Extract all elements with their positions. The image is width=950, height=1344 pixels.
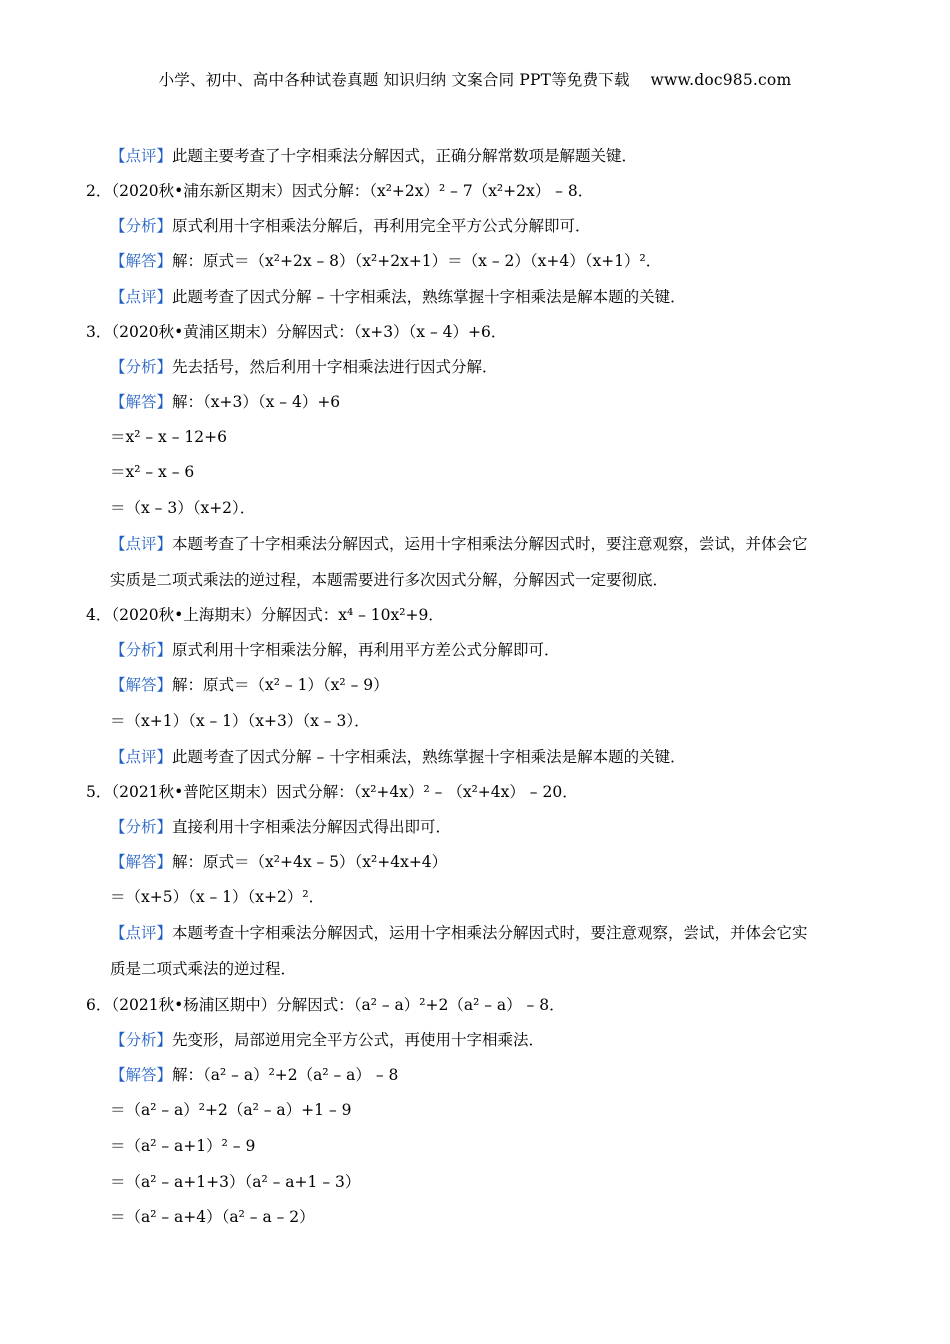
question-number: 4． (86, 606, 112, 624)
analysis-line (110, 640, 560, 660)
question-number: 6． (86, 996, 112, 1014)
solution-tag: 【解答】 (110, 393, 173, 411)
question-text: （2020秋•黄浦区期末）分解因式：（x+3）（x – 4）+6． (111, 323, 507, 341)
comment-line (110, 146, 637, 166)
comment-text: 此题主要考查了十字相乘法分解因式，正确分解常数项是解题关键． (172, 147, 638, 165)
solution-tag: 【解答】 (110, 676, 173, 694)
solution-step: ＝（x – 3）（x+2）． (110, 499, 256, 517)
solution-line (110, 251, 661, 271)
question-text: （2020秋•上海期末）分解因式：x⁴ – 10x²+9． (111, 606, 444, 624)
comment-tag: 【点评】 (110, 535, 173, 553)
analysis-tag: 【分析】 (110, 818, 173, 836)
comment-text: 本题考查了十字相乘法分解因式，运用十字相乘法分解因式时，要注意观察，尝试，并体会它 (172, 535, 808, 553)
comment-tag: 【点评】 (110, 748, 173, 766)
comment-line (110, 534, 808, 554)
solution-step: ＝x² – x – 12+6 (110, 428, 227, 446)
question-4 (86, 605, 444, 625)
solution-step: ＝x² – x – 6 (110, 463, 195, 481)
solution-step: ＝（a² – a+4）（a² – a – 2） (110, 1208, 315, 1226)
solution-line (110, 852, 447, 872)
question-number: 2． (86, 182, 112, 200)
comment-line (110, 923, 808, 943)
question-text: （2021秋•杨浦区期中）分解因式：（a² – a）²+2（a² – a） – 8． (111, 996, 565, 1014)
analysis-line (110, 1030, 544, 1050)
question-3 (86, 322, 506, 342)
analysis-line (110, 357, 498, 377)
solution-text: 解：（a² – a）²+2（a² – a） – 8 (172, 1066, 399, 1084)
analysis-line (110, 216, 591, 236)
analysis-tag: 【分析】 (110, 641, 173, 659)
page-header: 小学、初中、高中各种试卷真题 知识归纳 文案合同 PPT等免费下载 www.doc985.com (158, 71, 792, 89)
comment-tag: 【点评】 (110, 924, 173, 942)
comment-text: 此题考查了因式分解 – 十字相乘法，熟练掌握十字相乘法是解本题的关键． (172, 748, 686, 766)
analysis-line (110, 817, 451, 837)
question-2 (86, 181, 593, 201)
analysis-tag: 【分析】 (110, 358, 173, 376)
solution-step: ＝（a² – a）²+2（a² – a）+1 – 9 (110, 1101, 352, 1119)
solution-text: 解：原式＝（x²+2x – 8）（x²+2x+1）＝（x – 2）（x+4）（x+1）²． (172, 252, 662, 270)
analysis-tag: 【分析】 (110, 1031, 173, 1049)
analysis-tag: 【分析】 (110, 217, 173, 235)
solution-step: ＝（x+5）（x – 1）（x+2）²． (110, 888, 325, 906)
analysis-text: 原式利用十字相乘法分解，再利用平方差公式分解即可． (172, 641, 560, 659)
solution-line (110, 392, 340, 412)
comment-continuation: 实质是二项式乘法的逆过程，本题需要进行多次因式分解，分解因式一定要彻底． (110, 571, 669, 589)
solution-text: 解：原式＝（x²+4x – 5）（x²+4x+4） (172, 853, 448, 871)
solution-line (110, 675, 389, 695)
question-5 (86, 782, 578, 802)
comment-text: 此题考查了因式分解 – 十字相乘法，熟练掌握十字相乘法是解本题的关键． (172, 288, 686, 306)
analysis-text: 先变形，局部逆用完全平方公式，再使用十字相乘法． (172, 1031, 545, 1049)
solution-tag: 【解答】 (110, 252, 173, 270)
solution-text: 解：原式＝（x² – 1）（x² – 9） (172, 676, 389, 694)
question-text: （2021秋•普陀区期末）因式分解：（x²+4x）² – （x²+4x） – 20． (111, 783, 578, 801)
solution-tag: 【解答】 (110, 853, 173, 871)
analysis-text: 直接利用十字相乘法分解因式得出即可． (172, 818, 452, 836)
comment-text: 本题考查十字相乘法分解因式，运用十字相乘法分解因式时，要注意观察，尝试，并体会它实 (172, 924, 808, 942)
solution-tag: 【解答】 (110, 1066, 173, 1084)
solution-text: 解：（x+3）（x – 4）+6 (172, 393, 341, 411)
comment-tag: 【点评】 (110, 147, 173, 165)
question-text: （2020秋•浦东新区期末）因式分解：（x²+2x）² – 7（x²+2x） – 8． (111, 182, 594, 200)
solution-step: ＝（a² – a+1）² – 9 (110, 1137, 256, 1155)
analysis-text: 先去括号，然后利用十字相乘法进行因式分解． (172, 358, 498, 376)
question-number: 3． (86, 323, 112, 341)
solution-step: ＝（x+1）（x – 1）（x+3）（x – 3）． (110, 712, 370, 730)
solution-step: ＝（a² – a+1+3）（a² – a+1 – 3） (110, 1173, 361, 1191)
analysis-text: 原式利用十字相乘法分解后，再利用完全平方公式分解即可． (172, 217, 591, 235)
question-6 (86, 995, 565, 1015)
comment-line (110, 287, 686, 307)
solution-line (110, 1065, 398, 1085)
question-number: 5． (86, 783, 112, 801)
comment-continuation: 质是二项式乘法的逆过程． (110, 960, 297, 978)
comment-tag: 【点评】 (110, 288, 173, 306)
comment-line (110, 747, 686, 767)
